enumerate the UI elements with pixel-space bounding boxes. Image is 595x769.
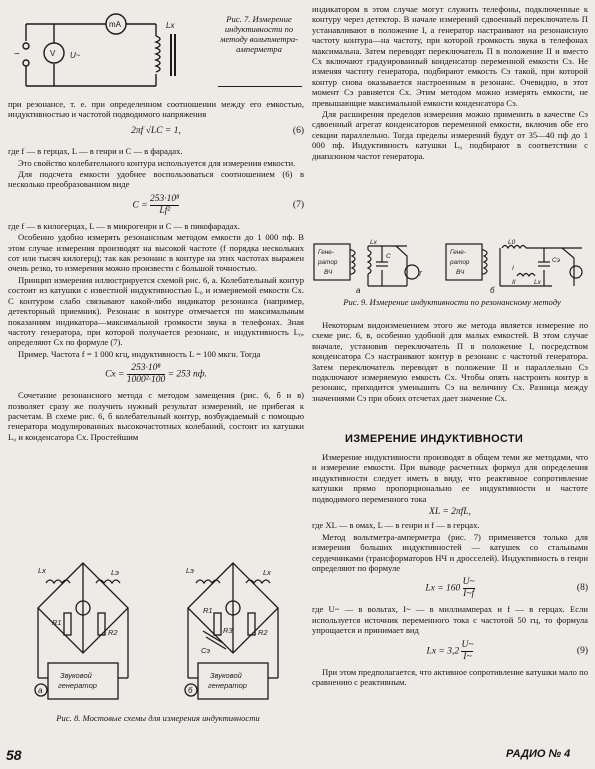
fig8a-line1: Звуковой [60, 671, 92, 680]
fig9b-l0: L0 [508, 239, 516, 246]
fig9a-c: C [386, 253, 391, 260]
equation-7-fraction [150, 194, 179, 217]
equation-8-numerator: U~ [462, 577, 475, 588]
equation-9-number: (9) [576, 645, 588, 656]
equation-8-left: Lx = 160 [425, 584, 461, 595]
equation-7 [8, 194, 304, 217]
fig9a-gen-3: ВЧ [324, 269, 333, 276]
figure-7-circuit [6, 6, 216, 96]
figure-9-caption: Рис. 9. Измерение индуктивности по резонансному методу [343, 297, 561, 307]
paragraph: Некоторым видоизменением этого же метода является измерение по схеме рис. 6, в, особенно удобной для малых емкостей. В этом случае вначале, установив переключатель П в положение I, посредством конденсатора Cэ настраивают контур в резонанс с частотой генератора. Затем переключатель переводят в положение II и параллельно Cэ подключают измеряемую емкость Cx. Чтобы опять настроить контур в резонанс, приходится уменьшить Cэ на величину Cx. Разница между значениями Cэ при обоих отсчетах дает значение Cx. [312, 320, 588, 403]
fig8b-line1: Звуковой [210, 671, 242, 680]
equation-7-left: C = [132, 200, 148, 211]
figure-9-circuits [312, 236, 588, 296]
equation-7-number: (7) [292, 199, 304, 210]
equation-7-denominator: Lf² [150, 205, 179, 217]
paragraph: Для подсчета емкости удобнее воспользоваться соотношением (6) в несколько преобразованном виде [8, 169, 304, 190]
equation-9-denominator: I~ [463, 651, 472, 662]
fig8b-r1: R1 [203, 606, 213, 615]
fig9b-gen-1: Гене- [450, 249, 466, 256]
page-number: 58 [6, 747, 22, 763]
right-column-top [312, 4, 588, 162]
equation-6-body: 2πf √LC = 1, [131, 125, 181, 136]
example-fraction [127, 363, 165, 386]
paragraph: при резонансе, т. е. при определенном соотношении между его емкостью, индуктивностью и частотой подводимого напряжения [8, 99, 304, 120]
paragraph: где f — в килогерцах, L — в микрогенри и C — в пикофарадах. [8, 220, 240, 231]
figure-9 [312, 236, 588, 296]
fig9a-lx: Lx [370, 239, 377, 246]
fig9b-sw1: I [512, 265, 514, 272]
fig8a-line2: генератор [58, 681, 97, 690]
fig9a-gen-2: ратор [318, 259, 338, 266]
paragraph: индикатором в этом случае могут служить телефоны, подключенные к контуру через детектор. В начале измерений сдвоенный переключатель П устанавливают в положение I, а генератор настраивают на резонансную частоту контура—на частоту, при которой громкость звука в телефонах максимальна. Затем переводят переключатель П в положение II и вместо Cx включают градуированный конденсатор переменной емкости Cэ. Не изменяя частоту генератора, подбирают емкость Cэ такой, при которой контур снова оказывается настроенным в резонанс. Очевидно, в этот момент Cэ равняется Cx. Этим методом можно измерять емкости, не превышающие максимальной емкости конденсатора Cэ. [312, 4, 588, 108]
paragraph: Метод вольтметра-амперметра (рис. 7) применяется только для измерения больших индуктивностей — катушек со стальными сердечниками (трансформаторов НЧ и дросселей). Индуктивность в генри определяют по формуле [312, 531, 588, 574]
paragraph: Пример. Частота f = 1 000 кгц, индуктивность L = 100 мкгн. Тогда [18, 348, 261, 359]
fig9b-tag: б [490, 286, 495, 295]
equation-7-numerator: 253·10⁸ [150, 193, 180, 204]
fig7-lx-label: Lx [166, 21, 175, 30]
paragraph: Принцип измерения иллюстрируется схемой рис. 6, а. Колебательный контур состоит из катушки с известной индуктивностью L₀ и измеряемой емкости Cx. С контуром слабо связывают какой-либо индикатор резонанса (например, детекторный приемник). Резонанс в контуре отмечается по максимальным показаниям индикатора—максимальной громкости звука в телефонах. Зная частоту генератора, при которой получается резонанс, и индуктивность L₀, определяют Cx по формуле (7). [8, 274, 304, 348]
equation-9 [312, 640, 588, 663]
equation-8-denominator: I~f [463, 589, 475, 600]
equation-8-fraction [463, 577, 475, 600]
equation-9-numerator: U~ [461, 639, 474, 650]
equation-9-fraction [461, 640, 473, 663]
equation-8-number: (8) [576, 583, 588, 594]
svg-text:~: ~ [14, 49, 20, 60]
fig9a-tag: а [356, 286, 361, 295]
example-equation [8, 363, 304, 386]
fig8b-r2: R2 [258, 628, 268, 637]
paragraph: Особенно удобно измерять резонансным методом емкости до 1 000 пф. В этом случае измерения производят на высокой частоте (f порядка нескольких сот или тысяч килогерц); так как резонанс в контуре на этих частотах выражен очень резко, то измерения можно произвести с большой точностью. [8, 232, 304, 274]
equation-6-number: (6) [292, 125, 304, 136]
fig7-u-label: U~ [70, 51, 81, 60]
fig8b-ce: Cэ [201, 646, 211, 655]
equation-6 [8, 126, 304, 136]
figure-7-caption: Рис. 7. Измерение индуктивности по методу вольтметра-амперметра [219, 14, 299, 54]
fig9a-gen-1: Гене- [318, 249, 334, 256]
equation-8 [312, 577, 588, 600]
fig8a-r1: R1 [52, 618, 62, 627]
example-left: Cx = [105, 369, 125, 380]
section-heading: ИЗМЕРЕНИЕ ИНДУКТИВНОСТИ [345, 433, 524, 445]
paragraph: Это свойство колебательного контура используется для измерения емкости. [18, 157, 296, 168]
fig9a-t: T [418, 271, 422, 278]
fig9b-ce: Cэ [552, 257, 560, 264]
example-right: = 253 пф. [167, 369, 207, 380]
figure-8-circuits [8, 553, 304, 713]
example-denominator: 1000²·100 [126, 375, 166, 386]
paragraph: Для расширения пределов измерения можно применить в качестве Cэ сдвоенный агрегат конденсаторов переменной емкости, включив обе его секции параллельно. Тогда пределы измерений будут от 35—40 пф до 1 000 пф. Индуктивность катушки L₀ подбирают в соответствии с диапазоном частот генератора. [312, 109, 588, 161]
example-numerator: 253·10⁸ [131, 363, 161, 374]
paragraph: Сочетание резонансного метода с методом замещения (рис. 6, б и в) позволяет сразу же получить нужный результат измерений, не прибегая к расчетам. В схеме рис. 6, б колебательный контур, возбуждаемый с помощью генератора модулированных высокочастотных колебаний, состоит из катушки L₀ и конденсатора Cx. Простейшим [8, 390, 304, 442]
fig9b-sw2: II [512, 279, 516, 286]
fig8b-lx: Lx [263, 568, 271, 577]
fig9b-gen-3: ВЧ [456, 269, 465, 276]
figure-8-caption: Рис. 8. Мостовые схемы для измерения индуктивности [56, 713, 260, 723]
figure-7-rule [218, 86, 302, 87]
fig8b-r3: R3 [223, 626, 233, 635]
fig8b-le: Lэ [186, 566, 194, 575]
right-column-bottom [312, 452, 588, 689]
right-column-middle [312, 320, 588, 404]
fig9b-gen-2: ратор [450, 259, 470, 266]
paragraph: где f — в герцах, L — в генри и C — в фарадах. [8, 146, 183, 157]
left-column-top [8, 99, 304, 443]
fig8b-tag: б [188, 686, 193, 695]
fig7-v-label: V [50, 49, 56, 58]
fig9b-lx: Lx [534, 279, 541, 286]
journal-footer: РАДИО № 4 [506, 748, 571, 760]
paragraph: При этом предполагается, что активное сопротивление катушки мало по сравнению с реактивным. [312, 666, 588, 688]
fig7-ma-label: mA [109, 20, 121, 29]
paragraph: где XL — в омах, L — в генри и f — в герцах. [312, 520, 480, 531]
paragraph: Измерение индуктивности производят в общем теми же методами, что и измерение емкости. При выводе расчетных формул для определения индуктивности следует иметь в виду, что реактивное сопротивление катушки прямо пропорционально ее индуктивности и частоте подводимого переменного тока [312, 452, 588, 504]
fig8a-lx: Lx [38, 566, 46, 575]
equation-xl: XL = 2πfL, [429, 507, 471, 518]
paragraph: где U~ — в вольтах, I~ — в миллиамперах и f — в герцах. Если используется источник переменного тока с частотой 50 гц, то формула упрощается и принимает вид [312, 604, 588, 636]
figure-8 [8, 553, 304, 713]
fig8b-line2: генератор [208, 681, 247, 690]
fig8a-r2: R2 [108, 628, 118, 637]
fig8a-le: Lэ [111, 568, 119, 577]
fig8a-tag: а [38, 686, 43, 695]
equation-9-left: Lx = 3,2 [426, 646, 460, 657]
